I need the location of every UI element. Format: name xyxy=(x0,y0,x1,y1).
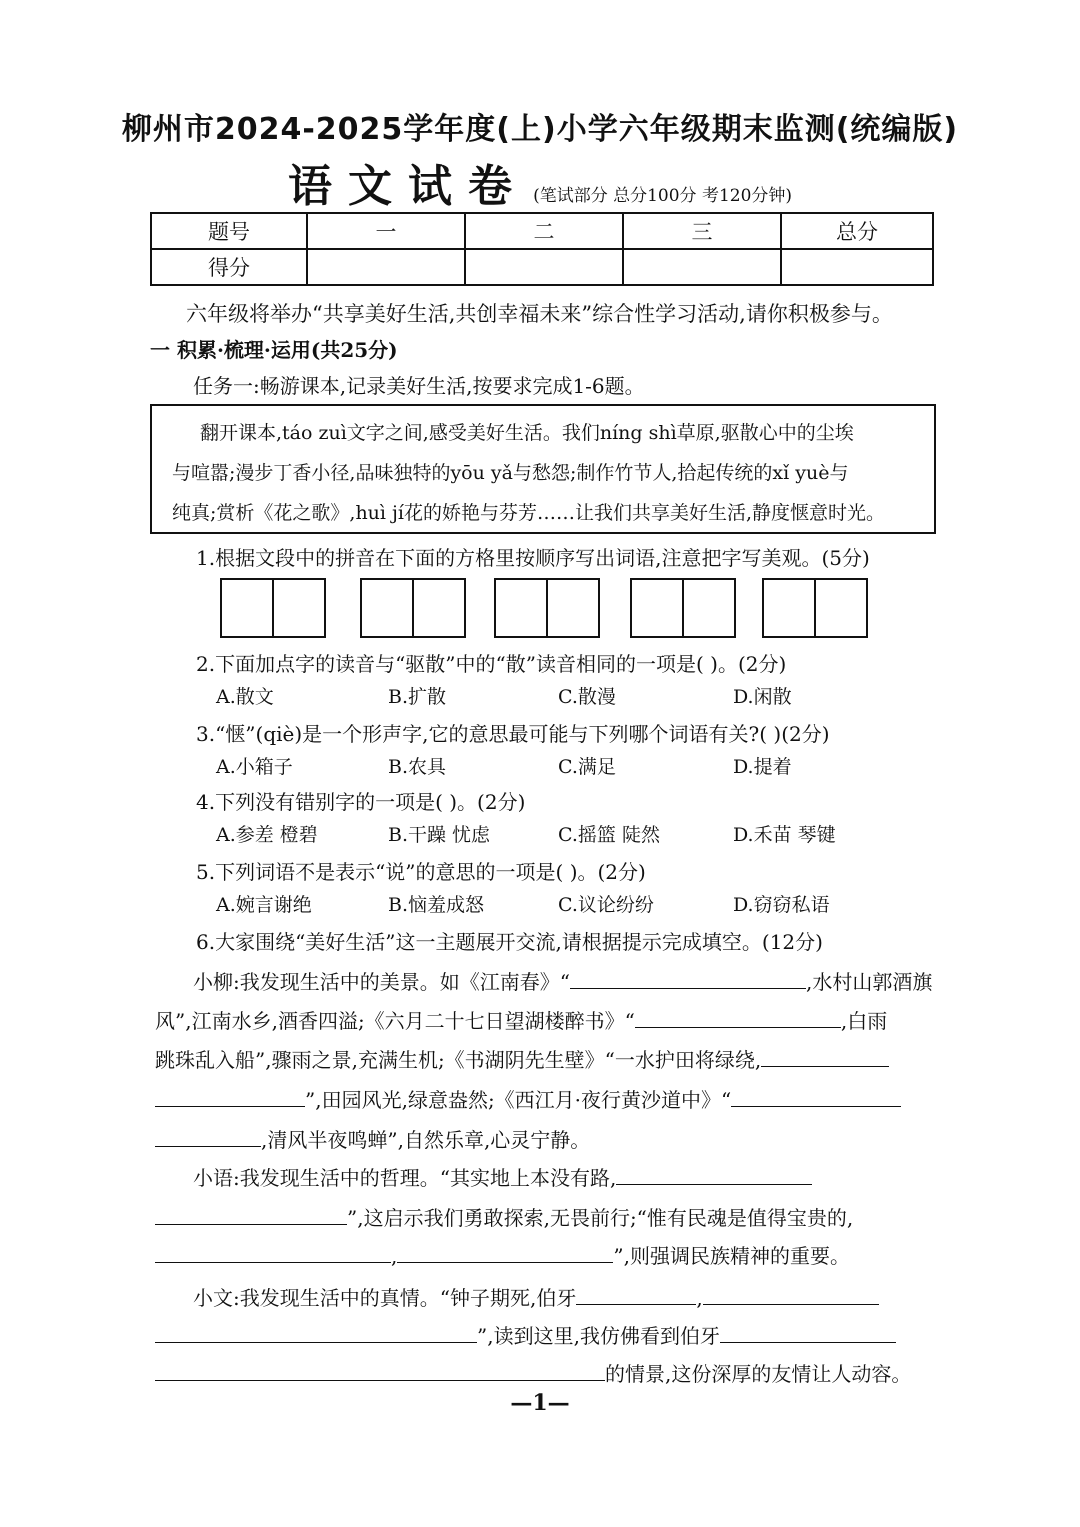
option[interactable]: A.婉言谢绝 xyxy=(216,894,312,916)
option[interactable]: B.扩散 xyxy=(388,686,447,708)
fill-blank[interactable] xyxy=(720,1324,896,1343)
answer-grid[interactable] xyxy=(360,578,466,638)
fill-line xyxy=(155,1358,911,1387)
score-cell: 二 xyxy=(465,213,623,249)
option[interactable]: C.满足 xyxy=(558,756,616,778)
section-heading: 一 积累·梳理·运用(共25分) xyxy=(150,338,398,362)
option[interactable]: D.窃窃私语 xyxy=(733,894,830,916)
passage-line: 翻开课本,táo zuì文字之间,感受美好生活。我们níng shì草原,驱散心中的尘埃 xyxy=(200,422,854,444)
fill-text: ,清风半夜鸣蝉”,自然乐章,心灵宁静。 xyxy=(261,1128,591,1152)
fill-text: 的情景,这份深厚的友情让人动容。 xyxy=(605,1362,912,1386)
score-table-score-row xyxy=(151,249,933,285)
fill-text: ”,田园风光,绿意盎然;《西江月·夜行黄沙道中》“ xyxy=(305,1088,732,1112)
fill-blank[interactable] xyxy=(155,1244,391,1263)
fill-text: , xyxy=(696,1286,703,1310)
score-cell: 三 xyxy=(623,213,781,249)
fill-line xyxy=(155,1124,590,1153)
fill-line xyxy=(155,1240,850,1269)
fill-text: ”,这启示我们勇敢探索,无畏前行;“惟有民魂是值得宝贵的, xyxy=(347,1206,854,1230)
fill-blank[interactable] xyxy=(635,1009,841,1028)
score-cell: 题号 xyxy=(151,213,307,249)
passage-line: 纯真;赏析《花之歌》,huì jí花的娇艳与芬芳……让我们共享美好生活,静度惬意时光。 xyxy=(172,502,886,524)
subject-title: 语文试卷 xyxy=(287,161,528,212)
fill-blank[interactable] xyxy=(397,1244,613,1263)
fill-blank[interactable] xyxy=(155,1324,477,1343)
fill-text: ,白雨 xyxy=(840,1009,888,1033)
fill-text: ,水村山郭酒旗 xyxy=(805,970,933,994)
fill-text: 小文:我发现生活中的真情。“钟子期死,伯牙 xyxy=(193,1286,577,1310)
fill-text: 小语:我发现生活中的哲理。“其实地上本没有路, xyxy=(193,1166,617,1190)
score-table-header-row xyxy=(151,213,933,249)
fill-line xyxy=(155,1320,896,1349)
question-5: 5.下列词语不是表示“说”的意思的一项是( )。(2分) xyxy=(196,860,646,884)
option[interactable]: A.小箱子 xyxy=(216,756,293,778)
fill-line xyxy=(193,966,932,995)
option[interactable]: C.散漫 xyxy=(558,686,616,708)
fill-blank[interactable] xyxy=(731,1088,901,1107)
option[interactable]: D.闲散 xyxy=(733,686,792,708)
option[interactable]: A.参差 橙碧 xyxy=(216,824,318,846)
question-4: 4.下列没有错别字的一项是( )。(2分) xyxy=(196,790,526,814)
fill-blank[interactable] xyxy=(155,1088,305,1107)
fill-line xyxy=(155,1084,901,1113)
intro-text: 六年级将举办“共享美好生活,共创幸福未来”综合性学习活动,请你积极参与。 xyxy=(186,302,893,326)
fill-text: ”,则强调民族精神的重要。 xyxy=(613,1244,850,1268)
fill-blank[interactable] xyxy=(576,1286,696,1305)
score-input-cell[interactable] xyxy=(781,249,933,285)
option[interactable]: D.禾苗 琴键 xyxy=(733,824,836,846)
answer-grid[interactable] xyxy=(762,578,868,638)
option[interactable]: C.摇篮 陡然 xyxy=(558,824,660,846)
passage-line: 与喧嚣;漫步丁香小径,品味独特的yōu yǎ与愁怨;制作竹节人,拾起传统的xǐ yuè与 xyxy=(172,462,849,484)
fill-text: , xyxy=(391,1244,398,1268)
fill-line xyxy=(155,1005,887,1034)
score-table xyxy=(150,212,934,286)
page-number: —1— xyxy=(510,1390,570,1416)
fill-line xyxy=(193,1282,879,1311)
fill-line xyxy=(155,1202,853,1231)
score-label: 得分 xyxy=(151,249,307,285)
fill-text: 风”,江南水乡,酒香四溢;《六月二十七日望湖楼醉书》“ xyxy=(155,1009,635,1033)
option[interactable]: D.提着 xyxy=(733,756,792,778)
exam-title: 柳州市2024-2025学年度(上)小学六年级期末监测(统编版) xyxy=(121,112,959,147)
question-2: 2.下面加点字的读音与“驱散”中的“散”读音相同的一项是( )。(2分) xyxy=(196,652,787,676)
question-1: 1.根据文段中的拼音在下面的方格里按顺序写出词语,注意把字写美观。(5分) xyxy=(196,546,870,570)
option[interactable]: A.散文 xyxy=(216,686,274,708)
subject-heading xyxy=(0,150,1080,214)
exam-note: (笔试部分 总分100分 考120分钟) xyxy=(533,186,793,206)
fill-blank[interactable] xyxy=(155,1206,347,1225)
question-3: 3.“惬”(qiè)是一个形声字,它的意思最可能与下列哪个词语有关?( )(2分) xyxy=(196,722,830,746)
fill-text: 小柳:我发现生活中的美景。如《江南春》“ xyxy=(193,970,570,994)
score-input-cell[interactable] xyxy=(623,249,781,285)
fill-blank[interactable] xyxy=(155,1362,605,1381)
fill-blank[interactable] xyxy=(616,1166,812,1185)
fill-line xyxy=(155,1044,889,1073)
option[interactable]: B.农具 xyxy=(388,756,447,778)
fill-text: 跳珠乱入船”,骤雨之景,充满生机;《书湖阴先生壁》“一水护田将绿绕, xyxy=(155,1048,762,1072)
answer-grid[interactable] xyxy=(220,578,326,638)
score-input-cell[interactable] xyxy=(307,249,465,285)
answer-grid[interactable] xyxy=(494,578,600,638)
option[interactable]: B.恼羞成怒 xyxy=(388,894,485,916)
answer-grid[interactable] xyxy=(630,578,736,638)
fill-blank[interactable] xyxy=(761,1048,889,1067)
option[interactable]: C.议论纷纷 xyxy=(558,894,654,916)
fill-line xyxy=(193,1162,812,1191)
score-cell: 一 xyxy=(307,213,465,249)
score-cell: 总分 xyxy=(781,213,933,249)
task-text: 任务一:畅游课本,记录美好生活,按要求完成1-6题。 xyxy=(193,374,645,398)
fill-blank[interactable] xyxy=(703,1286,879,1305)
fill-blank[interactable] xyxy=(570,970,806,989)
option[interactable]: B.干躁 忧虑 xyxy=(388,824,491,846)
fill-blank[interactable] xyxy=(155,1128,261,1147)
fill-text: ”,读到这里,我仿佛看到伯牙 xyxy=(477,1324,720,1348)
question-6: 6.大家围绕“美好生活”这一主题展开交流,请根据提示完成填空。(12分) xyxy=(196,930,823,954)
passage-box xyxy=(150,404,936,534)
score-input-cell[interactable] xyxy=(465,249,623,285)
